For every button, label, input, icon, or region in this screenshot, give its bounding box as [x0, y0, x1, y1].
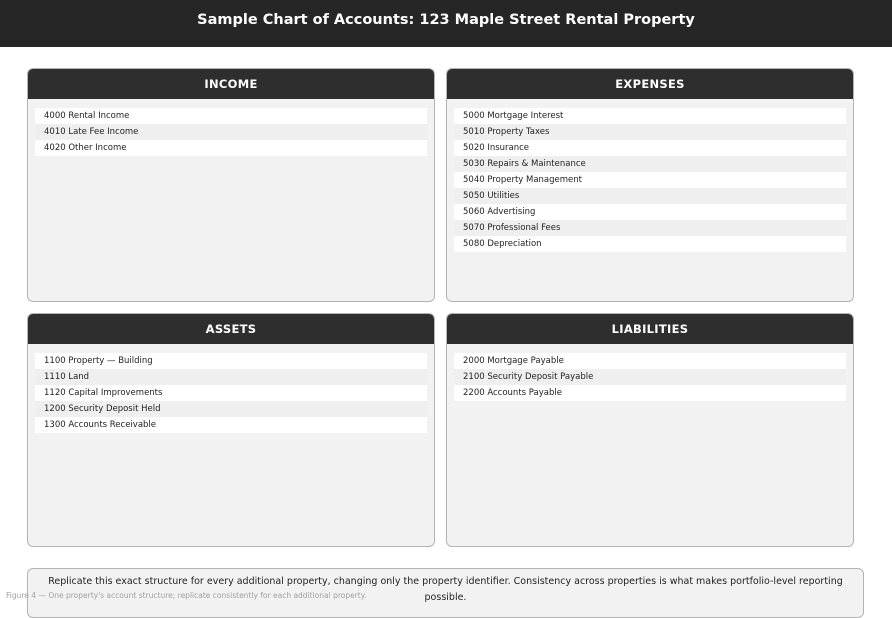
account-row: 2200 Accounts Payable: [454, 385, 846, 401]
account-row: 4000 Rental Income: [35, 108, 427, 124]
account-row: 1100 Property — Building: [35, 353, 427, 369]
account-row: 4020 Other Income: [35, 140, 427, 156]
account-row: 5040 Property Management: [454, 172, 846, 188]
account-row: 5000 Mortgage Interest: [454, 108, 846, 124]
account-row: 5080 Depreciation: [454, 236, 846, 252]
figure-caption: Figure 4 — One property's account structure; replicate consistently for each additional property.: [6, 591, 367, 600]
account-row: 1120 Capital Improvements: [35, 385, 427, 401]
income-panel: [27, 68, 435, 302]
account-row: 5030 Repairs & Maintenance: [454, 156, 846, 172]
assets-header: ASSETS: [28, 314, 434, 344]
expenses-account-list: [447, 99, 853, 252]
income-account-list: [28, 99, 434, 156]
account-row: 5010 Property Taxes: [454, 124, 846, 140]
account-row: 5020 Insurance: [454, 140, 846, 156]
expenses-header: EXPENSES: [447, 69, 853, 99]
income-header: INCOME: [28, 69, 434, 99]
consistency-note: Replicate this exact structure for every additional property, changing only the property identifier. Consistency across properties is what makes portfolio-level reporting possible.: [27, 568, 864, 618]
account-row: 1110 Land: [35, 369, 427, 385]
account-row: 1200 Security Deposit Held: [35, 401, 427, 417]
account-row: 1300 Accounts Receivable: [35, 417, 427, 433]
assets-account-list: [28, 344, 434, 433]
page-title: Sample Chart of Accounts: 123 Maple Street Rental Property: [0, 0, 892, 47]
account-row: 5050 Utilities: [454, 188, 846, 204]
assets-panel: [27, 313, 435, 547]
liabilities-panel: [446, 313, 854, 547]
account-row: 2100 Security Deposit Payable: [454, 369, 846, 385]
liabilities-account-list: [447, 344, 853, 401]
account-row: 4010 Late Fee Income: [35, 124, 427, 140]
account-row: 5070 Professional Fees: [454, 220, 846, 236]
account-row: 2000 Mortgage Payable: [454, 353, 846, 369]
liabilities-header: LIABILITIES: [447, 314, 853, 344]
account-row: 5060 Advertising: [454, 204, 846, 220]
expenses-panel: [446, 68, 854, 302]
